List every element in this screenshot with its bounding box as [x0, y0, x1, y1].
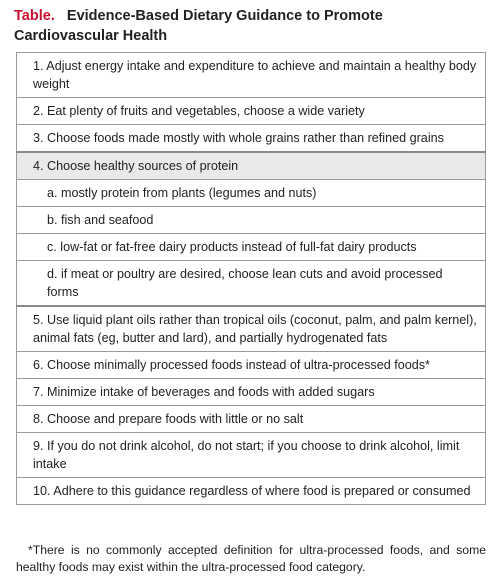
guidance-item-1: 1. Adjust energy intake and expenditure to achieve and maintain a healthy body weight [17, 53, 486, 98]
table-row [17, 207, 486, 234]
table-row [17, 53, 486, 98]
table-title-text: Evidence-Based Dietary Guidance to Promote Cardiovascular Health [14, 8, 383, 44]
table-row [17, 379, 486, 406]
table-row [17, 478, 486, 505]
table-row [17, 433, 486, 478]
table-title [14, 6, 484, 46]
guidance-item-9: 9. If you do not drink alcohol, do not start; if you choose to drink alcohol, limit intake [17, 433, 486, 478]
table-row [17, 352, 486, 379]
guidance-table [16, 52, 486, 505]
table-row [17, 98, 486, 125]
table-row [17, 180, 486, 207]
guidance-item-4: 4. Choose healthy sources of protein [17, 152, 486, 180]
guidance-item-10: 10. Adhere to this guidance regardless of where food is prepared or consumed [17, 478, 486, 505]
guidance-item-7: 7. Minimize intake of beverages and foods with added sugars [17, 379, 486, 406]
table-row [17, 261, 486, 307]
guidance-subitem-d: d. if meat or poultry are desired, choose lean cuts and avoid processed forms [17, 261, 486, 307]
table-footnote: *There is no commonly accepted definition for ultra-processed foods, and some healthy foods may exist within the ultra-processed food category. [16, 543, 486, 574]
table-row [17, 125, 486, 153]
guidance-subitem-b: b. fish and seafood [17, 207, 486, 234]
table-row [17, 152, 486, 180]
guidance-item-6: 6. Choose minimally processed foods instead of ultra-processed foods* [17, 352, 486, 379]
table-row [17, 406, 486, 433]
table-label: Table. [14, 8, 55, 24]
guidance-item-3: 3. Choose foods made mostly with whole grains rather than refined grains [17, 125, 486, 153]
guidance-subitem-c: c. low-fat or fat-free dairy products instead of full-fat dairy products [17, 234, 486, 261]
guidance-item-8: 8. Choose and prepare foods with little or no salt [17, 406, 486, 433]
table-row [17, 306, 486, 352]
table-row [17, 234, 486, 261]
guidance-item-5: 5. Use liquid plant oils rather than tropical oils (coconut, palm, and palm kernel), animal fats (eg, butter and lard), and partially hydrogenated fats [17, 306, 486, 352]
guidance-subitem-a: a. mostly protein from plants (legumes and nuts) [17, 180, 486, 207]
guidance-item-2: 2. Eat plenty of fruits and vegetables, choose a wide variety [17, 98, 486, 125]
